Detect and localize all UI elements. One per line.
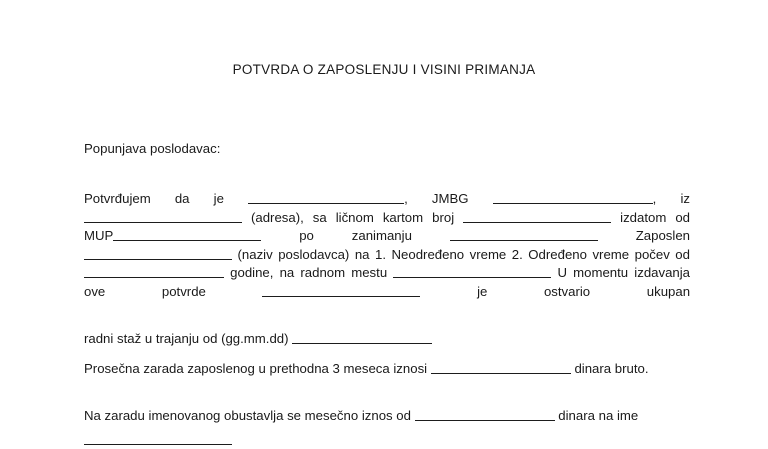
text-godine-radno-mesto: godine, na radnom mestu: [230, 265, 388, 281]
blank-monthly-deduction[interactable]: [415, 409, 555, 421]
document-title: POTVRDA O ZAPOSLENJU I VISINI PRIMANJA: [232, 62, 536, 77]
main-paragraph: [84, 190, 690, 320]
paragraph-average-salary: [84, 360, 690, 379]
text-ostvario: ostvario: [543, 283, 591, 299]
blank-jmbg[interactable]: [493, 192, 653, 204]
text-potvrde: potvrde: [161, 283, 206, 299]
text-naziv-poslodavca: (naziv poslodavca) na: [237, 246, 370, 262]
text-mup: MUP: [84, 228, 114, 244]
text-dinara-na-ime: dinara na ime: [558, 408, 639, 424]
blank-id-card-number[interactable]: [463, 211, 611, 223]
text-na-zaradu: Na zaradu imenovanog obustavlja se mesečno iznos od: [84, 408, 411, 424]
text-zaposlen: Zaposlen: [635, 228, 690, 244]
intro-line: Popunjava poslodavac:: [84, 141, 221, 156]
text-izdavanja: izdavanja: [634, 265, 691, 281]
text-da: da: [174, 191, 190, 206]
text-potvrdjujem: Potvrđujem: [84, 191, 151, 206]
text-je: je: [213, 191, 224, 206]
text-radni-staz: radni staž u trajanju od (gg.mm.dd): [84, 331, 289, 347]
text-adresa: (adresa),: [251, 209, 304, 225]
blank-certificate-date[interactable]: [262, 285, 420, 297]
text-jmbg: JMBG: [431, 191, 469, 206]
blank-deduction-purpose[interactable]: [84, 433, 232, 445]
blank-average-salary[interactable]: [431, 362, 571, 374]
blank-employee-name[interactable]: [248, 192, 404, 204]
text-vreme-options: 1. Neodređeno vreme 2. Određeno vreme počev od: [375, 246, 690, 262]
text-ove: ove: [84, 283, 106, 299]
text-kartom: kartom: [382, 209, 424, 225]
text-bruto: bruto.: [614, 360, 649, 376]
main-paragraph-tail: [84, 330, 690, 349]
text-dinara-1: dinara: [574, 360, 612, 376]
text-je-2: je: [477, 283, 488, 299]
document-body: [84, 140, 690, 445]
text-iz: iz: [680, 191, 690, 206]
text-comma-2: ,: [652, 191, 657, 206]
text-izdatom: izdatom: [620, 209, 667, 225]
blank-occupation[interactable]: [450, 229, 598, 241]
text-licnom: ličnom: [335, 209, 374, 225]
text-od: od: [675, 209, 690, 225]
blank-mup[interactable]: [113, 229, 261, 241]
blank-start-date[interactable]: [84, 266, 224, 278]
text-prosecna-zarada: Prosečna zarada zaposlenog u prethodna 3 meseca iznosi: [84, 360, 428, 376]
blank-work-position[interactable]: [393, 266, 551, 278]
text-zanimanju: zanimanju: [351, 228, 412, 244]
paragraph-deduction: [84, 407, 690, 445]
text-sa: sa: [312, 209, 327, 225]
text-po: po: [299, 228, 314, 244]
text-ukupan: ukupan: [646, 283, 691, 299]
text-broj: broj: [432, 209, 455, 225]
blank-employer-name[interactable]: [84, 248, 232, 260]
text-comma-1: ,: [404, 191, 408, 206]
blank-address[interactable]: [84, 211, 242, 223]
text-u: U: [557, 265, 567, 281]
text-momentu: momentu: [573, 265, 629, 281]
blank-service-years[interactable]: [292, 332, 432, 344]
